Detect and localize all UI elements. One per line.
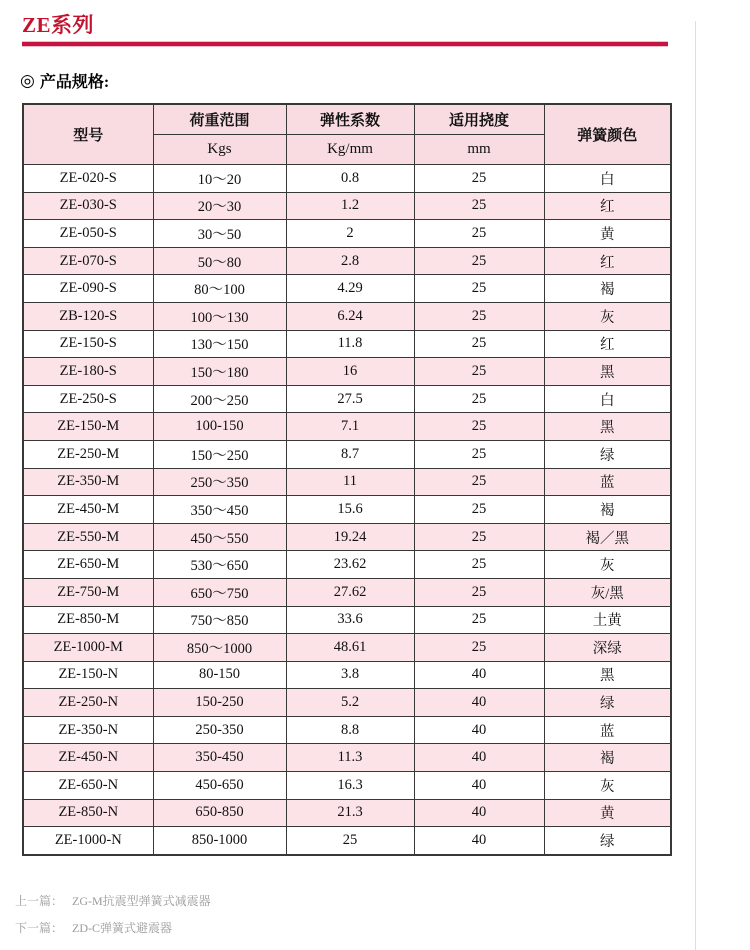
cell-model: ZE-250-M xyxy=(23,440,153,468)
cell-model: ZE-150-S xyxy=(23,330,153,358)
cell-spring_color: 褐／黑 xyxy=(544,523,671,551)
cell-spring_color: 灰/黑 xyxy=(544,578,671,606)
cell-elastic_coefficient: 25 xyxy=(286,827,414,855)
cell-elastic_coefficient: 15.6 xyxy=(286,496,414,524)
cell-load_range: 80-150 xyxy=(153,661,286,689)
table-row xyxy=(23,744,671,772)
table-row xyxy=(23,302,671,330)
cell-deflection: 25 xyxy=(414,551,544,579)
cell-model: ZE-350-M xyxy=(23,468,153,496)
table-row xyxy=(23,413,671,441)
cell-spring_color: 灰 xyxy=(544,772,671,800)
col-header-deflection: 适用挠度 xyxy=(414,104,544,135)
table-row xyxy=(23,165,671,193)
next-article-link[interactable]: ZD-C弹簧式避震器 xyxy=(72,920,173,935)
prev-article-row xyxy=(15,892,750,909)
col-header-spring_color: 弹簧颜色 xyxy=(544,104,671,165)
cell-deflection: 40 xyxy=(414,827,544,855)
cell-elastic_coefficient: 2 xyxy=(286,220,414,248)
cell-model: ZE-150-M xyxy=(23,413,153,441)
cell-elastic_coefficient: 4.29 xyxy=(286,275,414,303)
cell-elastic_coefficient: 27.62 xyxy=(286,578,414,606)
table-row xyxy=(23,330,671,358)
cell-load_range: 450-650 xyxy=(153,772,286,800)
cell-spring_color: 白 xyxy=(544,385,671,413)
next-article-label: 下一篇： xyxy=(15,920,64,935)
cell-model: ZB-120-S xyxy=(23,302,153,330)
cell-spring_color: 白 xyxy=(544,165,671,193)
cell-elastic_coefficient: 0.8 xyxy=(286,165,414,193)
cell-spring_color: 红 xyxy=(544,247,671,275)
cell-spring_color: 绿 xyxy=(544,440,671,468)
cell-elastic_coefficient: 11.8 xyxy=(286,330,414,358)
cell-elastic_coefficient: 7.1 xyxy=(286,413,414,441)
cell-spring_color: 蓝 xyxy=(544,716,671,744)
cell-model: ZE-050-S xyxy=(23,220,153,248)
cell-elastic_coefficient: 11.3 xyxy=(286,744,414,772)
cell-deflection: 25 xyxy=(414,330,544,358)
cell-spring_color: 土黄 xyxy=(544,606,671,634)
cell-model: ZE-020-S xyxy=(23,165,153,193)
cell-deflection: 25 xyxy=(414,578,544,606)
cell-deflection: 25 xyxy=(414,468,544,496)
table-row xyxy=(23,799,671,827)
cell-elastic_coefficient: 27.5 xyxy=(286,385,414,413)
table-row xyxy=(23,606,671,634)
table-row xyxy=(23,634,671,662)
cell-model: ZE-650-M xyxy=(23,551,153,579)
cell-load_range: 100-150 xyxy=(153,413,286,441)
cell-spring_color: 黄 xyxy=(544,220,671,248)
cell-elastic_coefficient: 6.24 xyxy=(286,302,414,330)
cell-elastic_coefficient: 2.8 xyxy=(286,247,414,275)
table-row xyxy=(23,827,671,855)
cell-spring_color: 蓝 xyxy=(544,468,671,496)
cell-deflection: 25 xyxy=(414,275,544,303)
cell-load_range: 150～180 xyxy=(153,358,286,386)
cell-deflection: 40 xyxy=(414,716,544,744)
cell-spring_color: 深绿 xyxy=(544,634,671,662)
cell-model: ZE-180-S xyxy=(23,358,153,386)
cell-load_range: 200～250 xyxy=(153,385,286,413)
cell-load_range: 530～650 xyxy=(153,551,286,579)
cell-load_range: 50～80 xyxy=(153,247,286,275)
cell-spring_color: 绿 xyxy=(544,689,671,717)
cell-deflection: 40 xyxy=(414,689,544,717)
cell-load_range: 850-1000 xyxy=(153,827,286,855)
col-unit-elastic_coefficient: Kg/mm xyxy=(286,135,414,165)
table-row xyxy=(23,772,671,800)
cell-spring_color: 灰 xyxy=(544,302,671,330)
cell-spring_color: 褐 xyxy=(544,744,671,772)
table-row xyxy=(23,496,671,524)
cell-spring_color: 黄 xyxy=(544,799,671,827)
table-row xyxy=(23,689,671,717)
col-header-load_range: 荷重范围 xyxy=(153,104,286,135)
cell-model: ZE-650-N xyxy=(23,772,153,800)
cell-model: ZE-450-N xyxy=(23,744,153,772)
cell-load_range: 750～850 xyxy=(153,606,286,634)
cell-load_range: 80～100 xyxy=(153,275,286,303)
table-row xyxy=(23,578,671,606)
cell-model: ZE-070-S xyxy=(23,247,153,275)
cell-elastic_coefficient: 23.62 xyxy=(286,551,414,579)
cell-elastic_coefficient: 1.2 xyxy=(286,192,414,220)
cell-spring_color: 黑 xyxy=(544,358,671,386)
spec-table-body xyxy=(23,165,671,855)
cell-load_range: 100～130 xyxy=(153,302,286,330)
cell-model: ZE-250-N xyxy=(23,689,153,717)
cell-model: ZE-030-S xyxy=(23,192,153,220)
cell-model: ZE-090-S xyxy=(23,275,153,303)
cell-spring_color: 红 xyxy=(544,330,671,358)
table-row xyxy=(23,358,671,386)
cell-deflection: 25 xyxy=(414,385,544,413)
cell-elastic_coefficient: 48.61 xyxy=(286,634,414,662)
table-row xyxy=(23,523,671,551)
cell-model: ZE-850-N xyxy=(23,799,153,827)
double-circle-icon: ◎ xyxy=(20,71,35,90)
table-row xyxy=(23,275,671,303)
cell-elastic_coefficient: 11 xyxy=(286,468,414,496)
table-row xyxy=(23,468,671,496)
page-title: ZE系列 xyxy=(22,13,95,37)
table-row xyxy=(23,220,671,248)
cell-spring_color: 黑 xyxy=(544,661,671,689)
cell-model: ZE-250-S xyxy=(23,385,153,413)
cell-load_range: 450～550 xyxy=(153,523,286,551)
next-article-row xyxy=(15,919,750,936)
cell-spring_color: 褐 xyxy=(544,275,671,303)
table-row xyxy=(23,440,671,468)
col-unit-deflection: mm xyxy=(414,135,544,165)
cell-deflection: 25 xyxy=(414,413,544,441)
cell-load_range: 150～250 xyxy=(153,440,286,468)
cell-load_range: 130～150 xyxy=(153,330,286,358)
cell-elastic_coefficient: 8.7 xyxy=(286,440,414,468)
cell-elastic_coefficient: 3.8 xyxy=(286,661,414,689)
table-row xyxy=(23,385,671,413)
cell-model: ZE-1000-N xyxy=(23,827,153,855)
cell-spring_color: 红 xyxy=(544,192,671,220)
section-heading xyxy=(20,69,750,92)
cell-deflection: 25 xyxy=(414,302,544,330)
cell-model: ZE-850-M xyxy=(23,606,153,634)
page-right-border xyxy=(695,21,696,950)
article-nav xyxy=(15,892,750,936)
cell-load_range: 650～750 xyxy=(153,578,286,606)
cell-deflection: 25 xyxy=(414,220,544,248)
cell-deflection: 25 xyxy=(414,606,544,634)
col-header-elastic_coefficient: 弹性系数 xyxy=(286,104,414,135)
table-row xyxy=(23,661,671,689)
cell-model: ZE-150-N xyxy=(23,661,153,689)
cell-elastic_coefficient: 8.8 xyxy=(286,716,414,744)
cell-load_range: 650-850 xyxy=(153,799,286,827)
cell-elastic_coefficient: 16 xyxy=(286,358,414,386)
cell-load_range: 250～350 xyxy=(153,468,286,496)
spec-table-head xyxy=(23,104,671,165)
cell-deflection: 25 xyxy=(414,247,544,275)
cell-model: ZE-1000-M xyxy=(23,634,153,662)
table-row xyxy=(23,247,671,275)
cell-deflection: 40 xyxy=(414,772,544,800)
cell-load_range: 150-250 xyxy=(153,689,286,717)
cell-deflection: 40 xyxy=(414,744,544,772)
prev-article-link[interactable]: ZG-M抗震型弹簧式减震器 xyxy=(72,893,211,908)
cell-load_range: 10～20 xyxy=(153,165,286,193)
cell-elastic_coefficient: 5.2 xyxy=(286,689,414,717)
cell-model: ZE-350-N xyxy=(23,716,153,744)
cell-deflection: 40 xyxy=(414,799,544,827)
cell-elastic_coefficient: 19.24 xyxy=(286,523,414,551)
cell-load_range: 250-350 xyxy=(153,716,286,744)
page-content xyxy=(0,13,750,936)
table-row xyxy=(23,716,671,744)
cell-deflection: 25 xyxy=(414,165,544,193)
cell-elastic_coefficient: 21.3 xyxy=(286,799,414,827)
cell-elastic_coefficient: 33.6 xyxy=(286,606,414,634)
cell-deflection: 25 xyxy=(414,496,544,524)
col-header-model: 型号 xyxy=(23,104,153,165)
cell-spring_color: 黑 xyxy=(544,413,671,441)
cell-load_range: 20～30 xyxy=(153,192,286,220)
section-heading-label: 产品规格: xyxy=(39,74,110,91)
cell-deflection: 25 xyxy=(414,358,544,386)
cell-load_range: 850～1000 xyxy=(153,634,286,662)
prev-article-label: 上一篇： xyxy=(15,893,64,908)
cell-model: ZE-450-M xyxy=(23,496,153,524)
cell-model: ZE-550-M xyxy=(23,523,153,551)
col-unit-load_range: Kgs xyxy=(153,135,286,165)
cell-spring_color: 灰 xyxy=(544,551,671,579)
cell-model: ZE-750-M xyxy=(23,578,153,606)
table-row xyxy=(23,551,671,579)
cell-elastic_coefficient: 16.3 xyxy=(286,772,414,800)
cell-spring_color: 绿 xyxy=(544,827,671,855)
spec-table xyxy=(22,103,672,856)
cell-deflection: 40 xyxy=(414,661,544,689)
cell-deflection: 25 xyxy=(414,634,544,662)
cell-load_range: 350-450 xyxy=(153,744,286,772)
title-divider xyxy=(22,42,668,46)
cell-deflection: 25 xyxy=(414,523,544,551)
cell-deflection: 25 xyxy=(414,440,544,468)
cell-load_range: 350～450 xyxy=(153,496,286,524)
cell-deflection: 25 xyxy=(414,192,544,220)
table-row xyxy=(23,192,671,220)
cell-load_range: 30～50 xyxy=(153,220,286,248)
cell-spring_color: 褐 xyxy=(544,496,671,524)
